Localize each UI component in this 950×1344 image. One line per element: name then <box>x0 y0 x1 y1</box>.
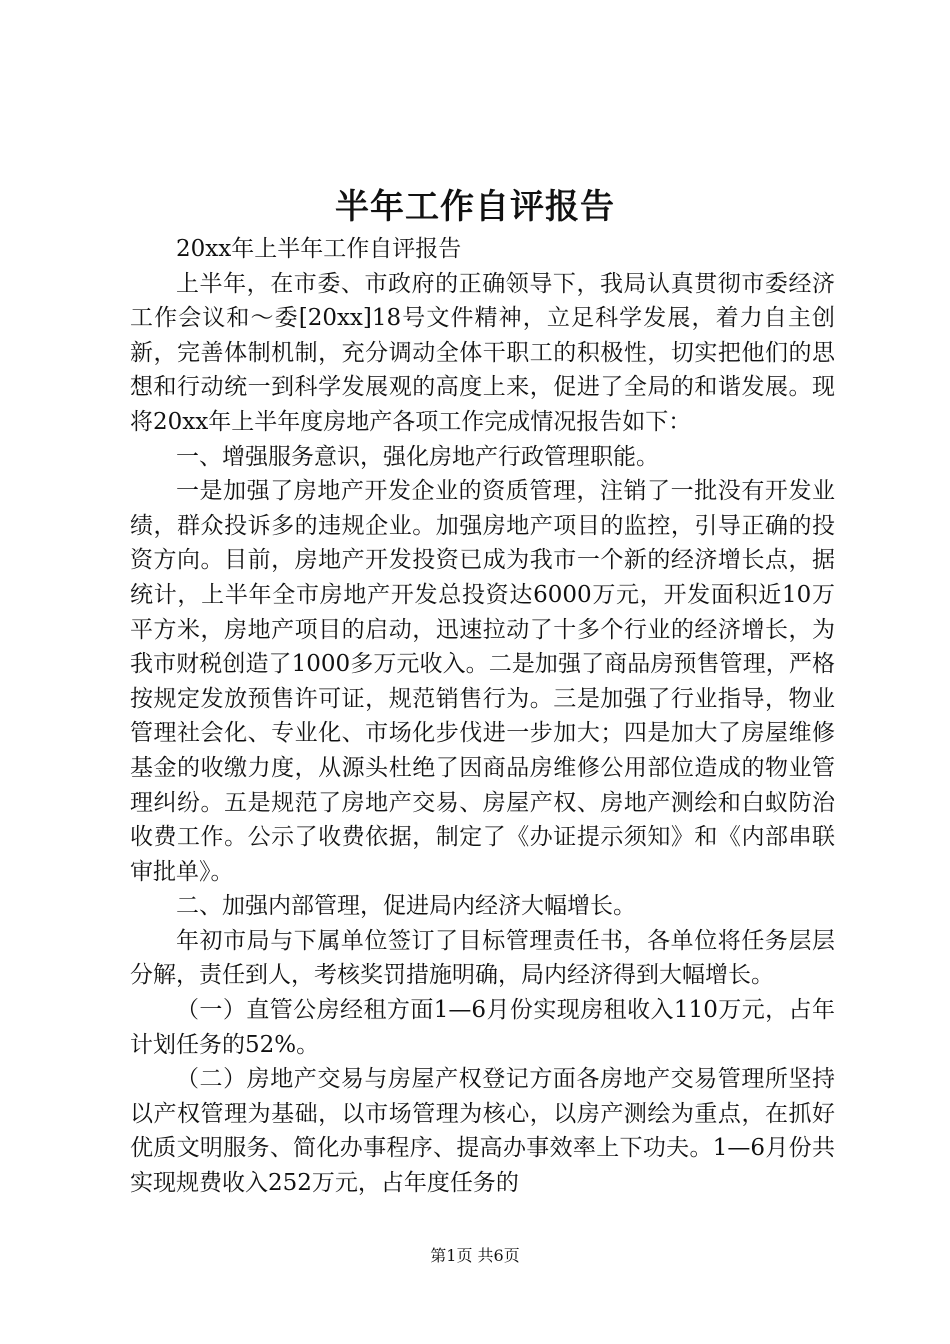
subtitle-paragraph: 20xx年上半年工作自评报告 <box>176 236 462 262</box>
section-heading-1: 一、增强服务意识，强化房地产行政管理职能。 <box>176 443 659 470</box>
page-number-footer: 第1页 共6页 <box>430 1246 520 1265</box>
body-paragraph: （二）房地产交易与房屋产权登记方面各房地产交易管理所坚持以产权管理为基础，以市场管理为核心，以房产测绘为重点，在抓好优质文明服务、简化办事程序、提高办事效率上下功夫。1—6月份共实现规费收入252万元，占年度任务的 <box>130 1066 835 1197</box>
body-paragraph: （一）直管公房经租方面1—6月份实现房租收入110万元，占年计划任务的52%。 <box>130 997 835 1058</box>
intro-paragraph: 上半年，在市委、市政府的正确领导下，我局认真贯彻市委经济工作会议和～委[20xx]18号文件精神，立足科学发展，着力自主创新，完善体制机制，充分调动全体干职工的积极性，切实把他们的思想和行动统一到科学发展观的高度上来，促进了全局的和谐发展。现将20xx年上半年度房地产各项工作完成情况报告如下： <box>130 270 835 435</box>
body-paragraph: 一是加强了房地产开发企业的资质管理，注销了一批没有开发业绩，群众投诉多的违规企业。加强房地产项目的监控，引导正确的投资方向。目前，房地产开发投资已成为我市一个新的经济增长点，据统计，上半年全市房地产开发总投资达6000万元，开发面积近10万平方米，房地产项目的启动，迅速拉动了十多个行业的经济增长，为我市财税创造了1000多万元收入。二是加强了商品房预售管理，严格按规定发放预售许可证，规范销售行为。三是加强了行业指导，物业管理社会化、专业化、市场化步伐进一步加大；四是加大了房屋维修基金的收缴力度，从源头杜绝了因商品房维修公用部位造成的物业管理纠纷。五是规范了房地产交易、房屋产权、房地产测绘和白蚁防治收费工作。公示了收费依据，制定了《办证提示须知》和《内部串联审批单》。 <box>130 478 835 885</box>
body-paragraph: 年初市局与下属单位签订了目标管理责任书，各单位将任务层层分解，责任到人，考核奖罚措施明确，局内经济得到大幅增长。 <box>130 927 835 989</box>
document-title: 半年工作自评报告 <box>335 187 615 227</box>
section-heading-2: 二、加强内部管理，促进局内经济大幅增长。 <box>176 893 636 920</box>
document-body <box>130 232 835 1201</box>
